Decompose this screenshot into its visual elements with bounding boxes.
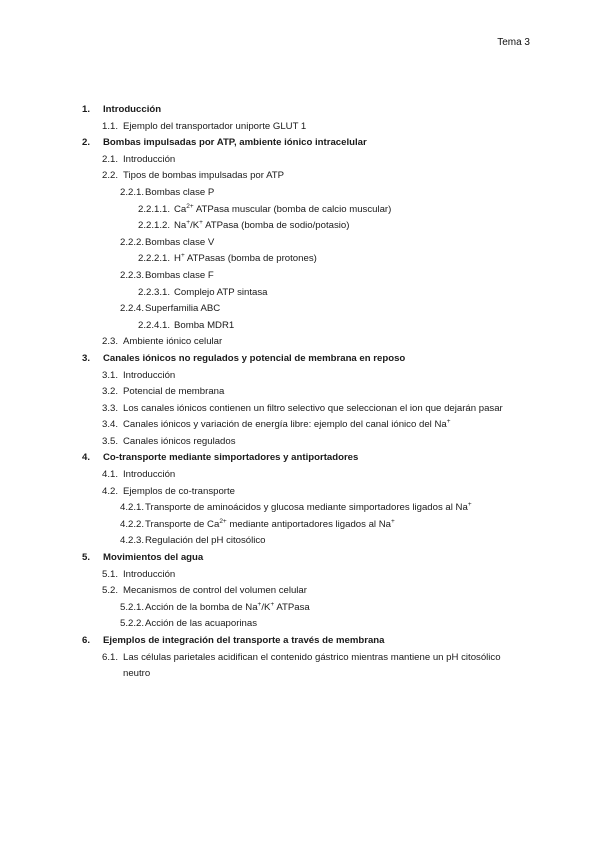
toc-entry-superscript: + [391,517,395,525]
toc-entry [0,152,600,169]
toc-entry [0,135,600,152]
toc-entry-number: 2.2.3.1. [138,286,171,298]
toc-entry-text: Los canales iónicos contienen un filtro selectivo que seleccionan el ion que dejarán pasar [123,402,503,414]
toc-entry-number: 4.2.2. [120,518,145,530]
toc-entry-superscript: + [270,600,275,608]
toc-entry-text: Canales iónicos no regulados y potencial de membrana en reposo [103,352,406,364]
table-of-contents [0,102,600,683]
toc-entry [0,434,600,451]
toc-entry-number: 2.2.3. [120,269,145,281]
toc-entry-text-part: Na [174,220,187,232]
toc-entry-text: Bomba MDR1 [174,319,235,331]
toc-entry [0,235,600,252]
toc-entry-number: 2.3. [102,336,119,348]
toc-entry-number: 3.4. [102,419,119,431]
toc-entry-number: 5.2.1. [120,601,145,613]
toc-entry-text-part: ATPasa muscular (bomba de calcio muscular) [193,203,392,215]
toc-entry-text: Ambiente iónico celular [123,336,223,348]
toc-entry-text-part: /K [190,220,200,232]
toc-entry-text [174,251,317,268]
toc-entry-number: 5.1. [102,568,119,580]
toc-entry-text-part: H [174,253,181,265]
toc-entry [0,202,600,219]
toc-entry-number: 4.1. [102,469,119,481]
toc-entry [0,650,600,683]
toc-entry-text: Ejemplos de integración del transporte a través de membrana [103,635,385,646]
toc-entry-number: 2.2.1. [120,186,145,198]
toc-entry-superscript: + [446,418,451,426]
toc-entry-text: Superfamilia ABC [145,303,221,315]
toc-entry-text: Regulación del pH citosólico [145,535,266,547]
toc-entry-number: 2.2.4. [120,303,145,315]
toc-entry [0,268,600,285]
toc-entry [0,368,600,385]
toc-entry [0,533,600,550]
toc-entry [0,517,600,534]
toc-entry-text: Introducción [123,369,176,381]
toc-entry-number: 2.2.1.2. [138,220,171,232]
toc-entry-number: 3.3. [102,402,119,414]
toc-entry-number: 2.2. [102,170,119,182]
toc-entry-text [145,600,310,617]
toc-entry [0,185,600,202]
toc-entry [0,384,600,401]
toc-entry-text [145,517,395,534]
toc-entry-number: 2.1. [102,153,119,165]
toc-entry-number: 3.1. [102,369,119,381]
toc-entry-superscript: + [186,218,191,226]
toc-entry-number: 5.2.2. [120,618,145,630]
toc-entry-text [174,202,391,219]
toc-entry-text-part: Acción de la bomba de Na [145,601,258,613]
toc-entry-text: Introducción [123,153,176,165]
toc-entry-text: Bombas impulsadas por ATP, ambiente iónico intracelular [103,137,367,149]
toc-entry-text [145,500,472,517]
toc-entry [0,467,600,484]
toc-entry-superscript: + [199,218,203,226]
toc-entry-number: 1. [82,104,91,115]
toc-entry-text: Introducción [123,469,176,481]
page-header-title: Tema 3 [497,37,530,48]
toc-entry [0,567,600,584]
toc-entry-text: Las células parietales acidifican el contenido gástrico mientras mantiene un pH citosólico neutro [123,651,501,680]
toc-entry [0,168,600,185]
toc-entry [0,318,600,335]
toc-entry-text: Ejemplos de co-transporte [123,485,235,497]
toc-entry [0,500,600,517]
toc-entry-text: Ejemplo del transportador uniporte GLUT 1 [123,120,307,132]
toc-entry-text-part: ATPasa [274,601,310,613]
toc-entry-text: Tipos de bombas impulsadas por ATP [123,170,285,182]
toc-entry-number: 4.2.3. [120,535,145,547]
toc-entry [0,417,600,434]
toc-entry [0,633,600,650]
toc-entry [0,600,600,617]
toc-entry [0,334,600,351]
toc-entry [0,616,600,633]
toc-entry-text-part: Canales iónicos y variación de energía libre: ejemplo del canal iónico del Na [123,419,447,431]
toc-entry-text: Bombas clase F [145,269,214,281]
toc-entry-text: Introducción [123,568,176,580]
toc-entry [0,119,600,136]
toc-entry-text: Potencial de membrana [123,386,225,398]
toc-entry-superscript: + [257,600,262,608]
toc-entry [0,401,600,418]
toc-entry-number: 4. [82,452,91,464]
toc-entry-superscript: + [180,252,185,260]
toc-entry-text: Introducción [103,104,162,115]
toc-entry-number: 5. [82,552,91,564]
toc-entry-text: Bombas clase P [145,186,215,198]
toc-entry [0,450,600,467]
toc-entry-text-part: Transporte de Ca [145,518,220,530]
toc-entry-number: 2. [82,137,91,149]
toc-entry-text-part: mediante antiportadores ligados al Na [226,518,391,530]
toc-entry-text: Complejo ATP sintasa [174,286,268,298]
toc-entry-text: Mecanismos de control del volumen celular [123,585,307,597]
toc-entry [0,351,600,368]
toc-entry-text: Movimientos del agua [103,552,204,564]
toc-entry [0,251,600,268]
toc-entry [0,484,600,501]
toc-entry-number: 2.2.2. [120,236,145,248]
toc-entry [0,583,600,600]
toc-entry [0,550,600,567]
toc-entry-text-part: ATPasas (bomba de protones) [184,253,317,265]
toc-entry [0,102,600,119]
toc-entry-number: 3. [82,352,91,364]
toc-entry-text-part: Transporte de aminoácidos y glucosa mediante simportadores ligados al Na [145,502,468,514]
toc-entry-text-part: ATPasa (bomba de sodio/potasio) [202,220,350,232]
toc-entry-number: 2.2.2.1. [138,253,171,265]
toc-entry-superscript: 2+ [186,202,194,210]
toc-entry-number: 4.2. [102,485,119,497]
toc-entry-number: 1.1. [102,120,119,132]
toc-entry-text: Canales iónicos regulados [123,435,236,447]
toc-entry-text [174,218,349,235]
toc-entry-number: 6.1. [102,651,119,663]
toc-entry [0,285,600,302]
toc-entry-number: 3.5. [102,435,119,447]
toc-entry-number: 3.2. [102,386,119,398]
toc-entry-superscript: 2+ [219,517,227,525]
toc-entry [0,218,600,235]
toc-entry-text: Co-transporte mediante simportadores y antiportadores [103,452,359,464]
toc-entry [0,301,600,318]
toc-entry-text-part: /K [261,601,271,613]
toc-entry-text [123,417,451,434]
toc-entry-number: 6. [82,635,91,646]
toc-entry-number: 2.2.1.1. [138,203,171,215]
toc-entry-text: Bombas clase V [145,236,215,248]
toc-entry-number: 5.2. [102,585,119,597]
toc-entry-number: 2.2.4.1. [138,319,171,331]
toc-entry-number: 4.2.1. [120,502,145,514]
toc-entry-text-part: Ca [174,203,187,215]
toc-entry-text: Acción de las acuaporinas [145,618,257,630]
toc-entry-superscript: + [467,501,472,509]
